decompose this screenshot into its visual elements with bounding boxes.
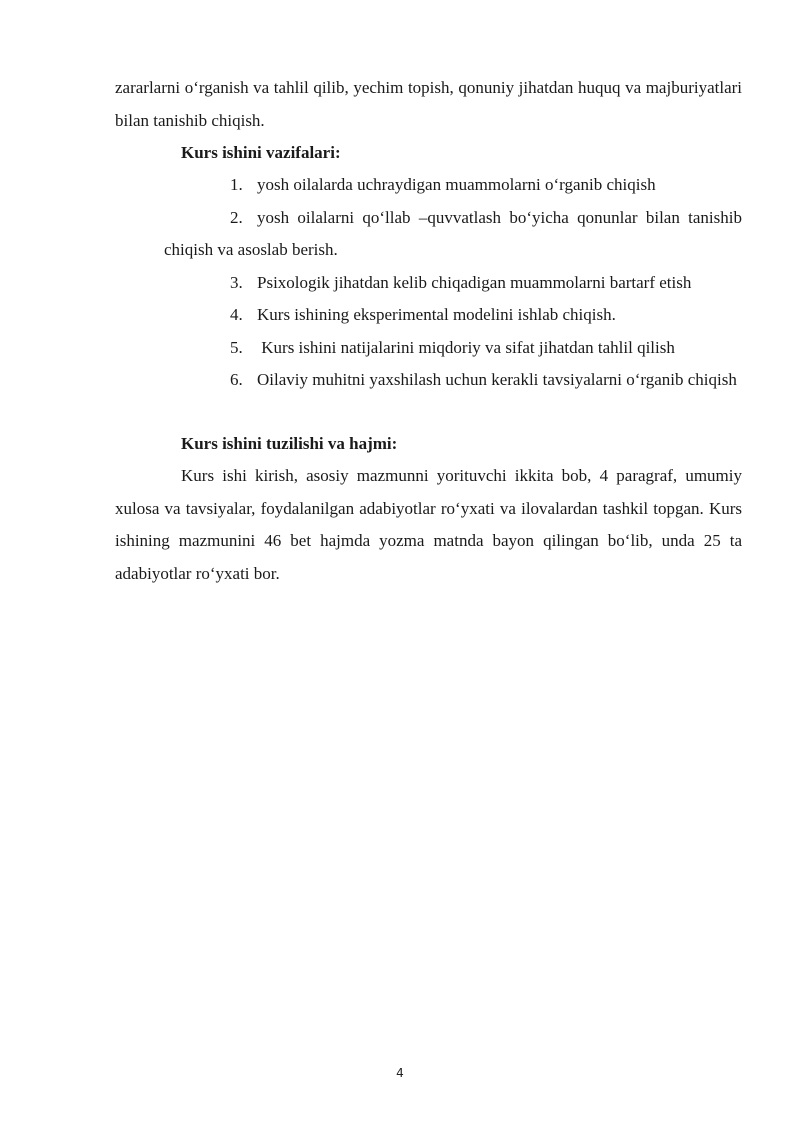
list-item-text: Kurs ishining eksperimental modelini ishlab chiqish. <box>257 305 616 324</box>
list-item-number: 1. <box>230 175 243 194</box>
list-item-text: Psixologik jihatdan kelib chiqadigan muammolarni bartarf etish <box>257 272 692 292</box>
tasks-list <box>164 169 742 397</box>
structure-heading: Kurs ishini tuzilishi va hajmi: <box>181 434 398 453</box>
page-number: 4 <box>396 1066 404 1080</box>
list-item-text: Oilaviy muhitni yaxshilash uchun kerakli tavsiyalarni o‘rganib chiqish <box>257 370 737 389</box>
list-item <box>164 332 742 365</box>
tasks-heading: Kurs ishini vazifalari: <box>181 143 341 162</box>
list-item-text: Kurs ishini natijalarini miqdoriy va sifat jihatdan tahlil qilish <box>257 337 675 357</box>
list-item <box>164 364 742 397</box>
list-item-text: yosh oilalarda uchraydigan muammolarni o‘rganib chiqish <box>257 175 656 194</box>
list-item-number: 3. <box>230 272 243 292</box>
structure-paragraph: Kurs ishi kirish, asosiy mazmunni yorituvchi ikkita bob, 4 paragraf, umumiy xulosa va tavsiyalar, foydalanilgan adabiyotlar ro‘yxati va ilovalardan tashkil topgan. Kurs ishining mazmunini 46 bet hajmda yozma matnda bayon qilingan bo‘lib, unda 25 ta adabiyotlar ro‘yxati bor. <box>115 466 742 583</box>
list-item-number: 2. <box>230 207 243 227</box>
list-item <box>164 267 742 300</box>
list-item-number: 6. <box>230 370 243 389</box>
list-item <box>164 202 742 267</box>
list-item-text: yosh oilalarni qo‘llab –quvvatlash bo‘yicha qonunlar bilan tanishib chiqish va asoslab berish. <box>164 207 742 259</box>
list-item <box>164 169 742 202</box>
list-item-number: 5. <box>230 337 243 357</box>
list-item-number: 4. <box>230 305 243 324</box>
list-item <box>164 299 742 332</box>
intro-paragraph: zararlarni o‘rganish va tahlil qilib, yechim topish, qonuniy jihatdan huquq va majburiyatlari bilan tanishib chiqish. <box>115 78 742 130</box>
